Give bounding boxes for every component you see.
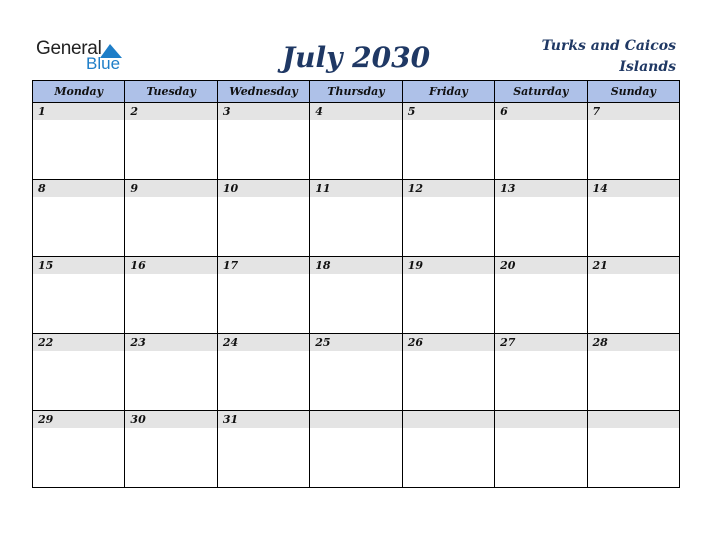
- day-number: 25: [310, 334, 401, 351]
- day-cell: [495, 180, 587, 257]
- day-number: [310, 411, 401, 428]
- day-number: 3: [218, 103, 309, 120]
- day-number: [588, 411, 679, 428]
- week-row: [33, 180, 680, 257]
- logo-text-blue: Blue: [86, 54, 121, 73]
- weekday-sunday: Sunday: [587, 81, 679, 103]
- week-row: [33, 334, 680, 411]
- day-cell: [310, 411, 402, 488]
- day-number: 6: [495, 103, 586, 120]
- weekday-header-row: [33, 81, 680, 103]
- region-line-1: Turks and Caicos: [541, 38, 676, 54]
- week-row: [33, 103, 680, 180]
- day-cell: [310, 103, 402, 180]
- day-cell: [310, 334, 402, 411]
- day-cell: [125, 411, 217, 488]
- day-cell: [125, 257, 217, 334]
- day-number: 31: [218, 411, 309, 428]
- weekday-thursday: Thursday: [310, 81, 402, 103]
- day-cell: [217, 180, 309, 257]
- day-number: 27: [495, 334, 586, 351]
- day-cell: [217, 103, 309, 180]
- region-line-2: Islands: [619, 59, 676, 75]
- day-cell: [33, 180, 125, 257]
- day-cell: [587, 411, 679, 488]
- day-number: 26: [403, 334, 494, 351]
- day-number: 21: [588, 257, 679, 274]
- day-cell: [310, 257, 402, 334]
- day-number: 16: [125, 257, 216, 274]
- week-row: [33, 411, 680, 488]
- day-cell: [402, 411, 494, 488]
- region-name: [516, 36, 676, 78]
- day-number: 8: [33, 180, 124, 197]
- day-cell: [587, 257, 679, 334]
- day-number: 22: [33, 334, 124, 351]
- day-cell: [495, 257, 587, 334]
- day-number: 13: [495, 180, 586, 197]
- calendar-title: July 2030: [281, 41, 431, 74]
- day-number: 12: [403, 180, 494, 197]
- day-number: 24: [218, 334, 309, 351]
- day-cell: [217, 334, 309, 411]
- day-cell: [125, 334, 217, 411]
- day-cell: [402, 180, 494, 257]
- day-number: 2: [125, 103, 216, 120]
- weekday-wednesday: Wednesday: [217, 81, 309, 103]
- day-cell: [33, 334, 125, 411]
- week-row: [33, 257, 680, 334]
- weekday-monday: Monday: [33, 81, 125, 103]
- day-number: 4: [310, 103, 401, 120]
- day-number: 30: [125, 411, 216, 428]
- day-number: 15: [33, 257, 124, 274]
- day-cell: [125, 103, 217, 180]
- day-cell: [495, 411, 587, 488]
- day-number: 9: [125, 180, 216, 197]
- day-number: 11: [310, 180, 401, 197]
- day-cell: [587, 103, 679, 180]
- day-number: 1: [33, 103, 124, 120]
- day-cell: [402, 334, 494, 411]
- day-cell: [310, 180, 402, 257]
- day-cell: [33, 257, 125, 334]
- weekday-friday: Friday: [402, 81, 494, 103]
- day-number: 5: [403, 103, 494, 120]
- day-cell: [125, 180, 217, 257]
- day-number: 23: [125, 334, 216, 351]
- day-number: [495, 411, 586, 428]
- day-number: 10: [218, 180, 309, 197]
- day-cell: [402, 103, 494, 180]
- day-cell: [217, 257, 309, 334]
- day-number: [403, 411, 494, 428]
- logo-text-general: General: [36, 38, 102, 59]
- day-number: 29: [33, 411, 124, 428]
- day-cell: [33, 103, 125, 180]
- day-number: 20: [495, 257, 586, 274]
- day-number: 28: [588, 334, 679, 351]
- day-cell: [33, 411, 125, 488]
- day-number: 17: [218, 257, 309, 274]
- day-cell: [402, 257, 494, 334]
- day-cell: [495, 334, 587, 411]
- day-cell: [217, 411, 309, 488]
- day-number: 14: [588, 180, 679, 197]
- calendar-grid: [32, 80, 680, 488]
- day-cell: [587, 180, 679, 257]
- day-number: 18: [310, 257, 401, 274]
- day-cell: [495, 103, 587, 180]
- day-number: 19: [403, 257, 494, 274]
- weekday-tuesday: Tuesday: [125, 81, 217, 103]
- weekday-saturday: Saturday: [495, 81, 587, 103]
- day-cell: [587, 334, 679, 411]
- day-number: 7: [588, 103, 679, 120]
